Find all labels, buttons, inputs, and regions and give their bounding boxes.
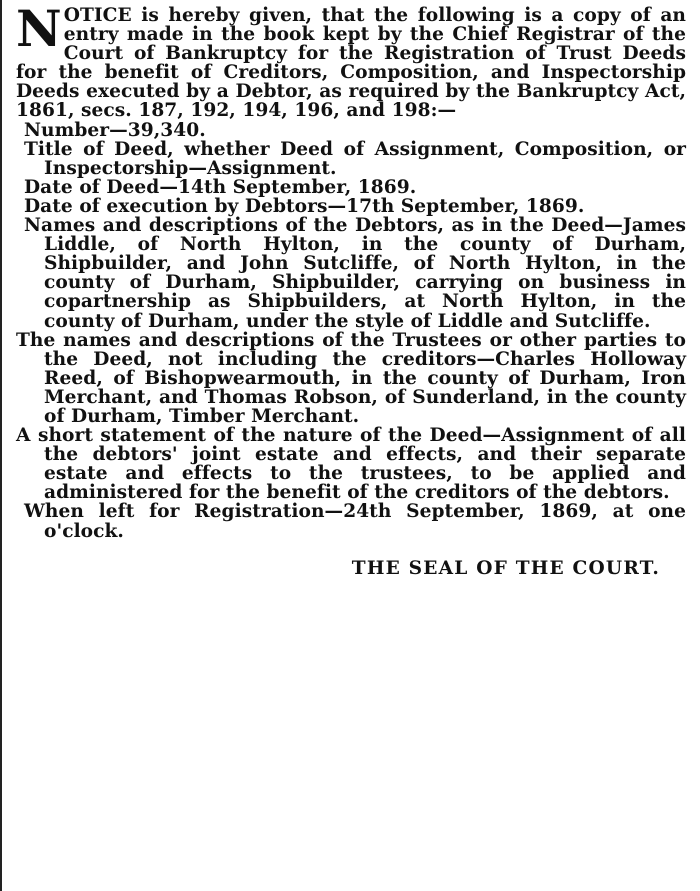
registration-time: When left for Registration—24th September, 1869, at one o'clock. — [24, 501, 686, 542]
drop-cap: N — [16, 0, 62, 58]
notice-intro — [16, 0, 686, 122]
title-of-deed: Title of Deed, whether Deed of Assignment, Composition, or Inspectorship—Assignment. — [24, 138, 686, 179]
deed-number: Number—39,340. — [24, 119, 206, 141]
date-of-deed: Date of Deed—14th September, 1869. — [24, 176, 417, 198]
court-seal: THE SEAL OF THE COURT. — [351, 557, 660, 579]
deed-statement: A short statement of the nature of the Deed—Assignment of all the debtors' joint estate and effects, and their separate estate and effects to the trustees, to be applied and administered for the benefit of the creditors of the debtors. — [16, 425, 686, 504]
debtors-description: Names and descriptions of the Debtors, as in the Deed—James Liddle, of North Hylton, in the county of Durham, Shipbuilder, and John Sutcliffe, of North Hylton, in the county of Durham, Shipbuilder, carrying on business in copartnership as Shipbuilders, at North Hylton, in the county of Durham, under the style of Liddle and Sutcliffe. — [24, 215, 686, 332]
trustees-description: The names and descriptions of the Trustees or other parties to the Deed, not including the creditors—Charles Holloway Reed, of Bishopwearmouth, in the county of Durham, Iron Merchant, and Thomas Robson, of Sunderland, in the county of Durham, Timber Merchant. — [16, 329, 686, 427]
intro-text: OTICE is hereby given, that the following is a copy of an entry made in the book kept by the Chief Registrar of the Court of Bankruptcy for the Registration of Trust Deeds for the benefit of Creditors, Composition, and Inspectorship Deeds executed by a Debtor, as required by the Bankruptcy Act, 1861, secs. 187, 192, 194, 196, and 198:— — [16, 5, 686, 122]
date-of-execution: Date of execution by Debtors—17th September, 1869. — [24, 195, 585, 217]
